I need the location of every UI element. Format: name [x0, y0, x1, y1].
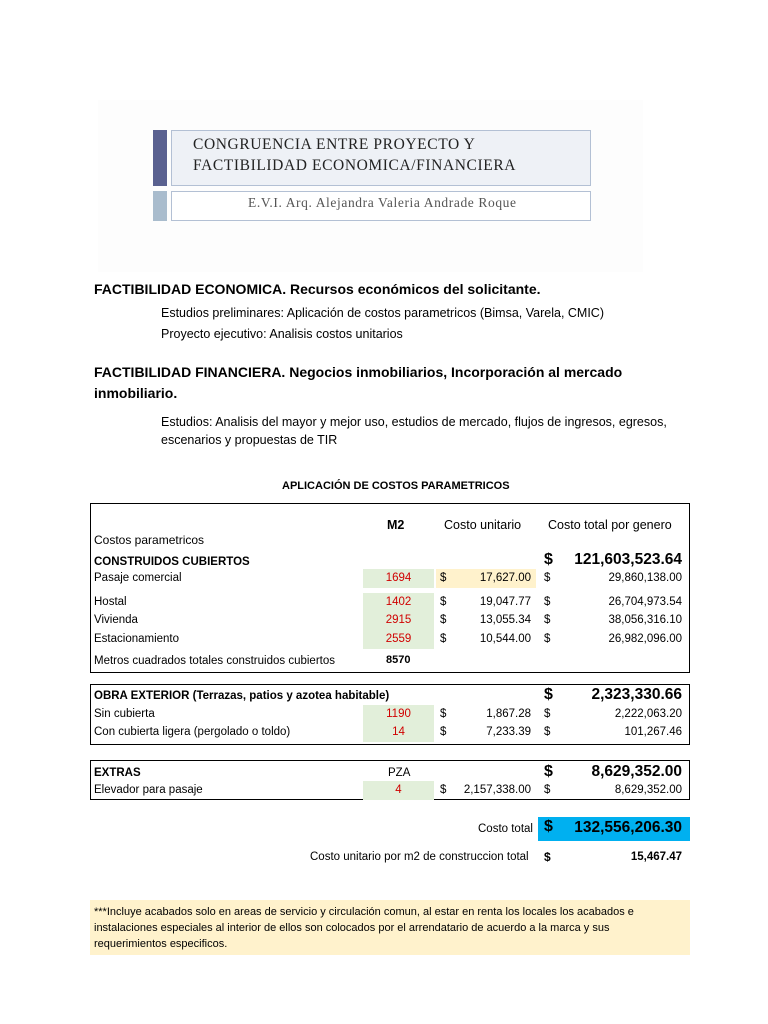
col-header-m2: M2: [387, 518, 405, 532]
m2-total-label: Metros cuadrados totales construidos cubiertos: [94, 655, 335, 667]
exterior-total: 2,323,330.66: [591, 686, 682, 703]
table-row-m2: 2559: [363, 630, 434, 649]
extras-unit-label: PZA: [388, 767, 411, 779]
table-row-unit: 10,544.00: [479, 633, 531, 645]
currency-sign: $: [544, 763, 553, 780]
table-row-m2: 1402: [363, 593, 434, 612]
table-row-m2: 2915: [363, 611, 434, 630]
economica-line2: Proyecto ejecutivo: Analisis costos unitarios: [161, 327, 403, 341]
costo-total-label: Costo total: [478, 823, 533, 835]
currency-sign: $: [440, 596, 447, 608]
note-line2: instalaciones especiales al interior de ellos son colocados por el arrendatario de acuerdo a la marca y sus: [94, 922, 610, 934]
table-row-unit: 13,055.34: [479, 614, 531, 626]
table-row-total: 29,860,138.00: [608, 572, 682, 584]
economica-line1: Estudios preliminares: Aplicación de costos parametricos (Bimsa, Varela, CMIC): [161, 306, 604, 320]
table-row-total: 8,629,352.00: [614, 784, 682, 796]
table-row-unit: 1,867.28: [486, 708, 531, 720]
col-header-label: Costos parametricos: [94, 533, 205, 547]
table-row-m2: 14: [363, 723, 434, 742]
table-row-total: 38,056,316.10: [608, 614, 682, 626]
costo-total-value: 132,556,206.30: [574, 819, 682, 836]
currency-sign: $: [544, 726, 551, 738]
table-row-name: Estacionamiento: [94, 633, 180, 645]
table-row-name: Hostal: [94, 596, 127, 608]
currency-sign: $: [544, 614, 551, 626]
extras-total: 8,629,352.00: [591, 763, 682, 780]
financiera-heading-line2: inmobiliario.: [94, 385, 178, 401]
banner-accent-bar-light: [153, 191, 167, 221]
note-line3: requerimientos especificos.: [94, 938, 228, 950]
currency-sign: $: [544, 633, 551, 645]
table-row-m2: 1190: [363, 705, 434, 724]
currency-sign: $: [440, 633, 447, 645]
table-row-unit: 7,233.39: [486, 726, 531, 738]
currency-sign: $: [544, 850, 551, 864]
currency-sign: $: [544, 596, 551, 608]
table-row-total: 26,704,973.54: [608, 596, 682, 608]
currency-sign: $: [440, 784, 447, 796]
table-row-total: 26,982,096.00: [608, 633, 682, 645]
currency-sign: $: [544, 818, 553, 835]
table-row-unit: 19,047.77: [479, 596, 531, 608]
currency-sign: $: [440, 708, 447, 720]
financiera-line1: Estudios: Analisis del mayor y mejor uso, estudios de mercado, flujos de ingresos, egresos,: [161, 415, 667, 429]
table-row-m2: 4: [363, 781, 434, 800]
currency-sign: $: [544, 572, 551, 584]
table-row-name: Elevador para pasaje: [94, 784, 203, 796]
banner-author: E.V.I. Arq. Alejandra Valeria Andrade Roque: [248, 195, 517, 210]
costo-m2-label: Costo unitario por m2 de construccion total: [310, 851, 529, 863]
table-row-unit: 2,157,338.00: [463, 784, 531, 796]
table-title: APLICACIÓN DE COSTOS PARAMETRICOS: [282, 480, 510, 492]
table-row-name: Con cubierta ligera (pergolado o toldo): [94, 726, 291, 738]
economica-heading: FACTIBILIDAD ECONOMICA. Recursos económicos del solicitante.: [94, 281, 541, 297]
table-row-m2: 1694: [363, 569, 434, 588]
table-row-total: 2,222,063.20: [614, 708, 682, 720]
currency-sign: $: [544, 686, 553, 703]
currency-sign: $: [544, 708, 551, 720]
financiera-heading-line1: FACTIBILIDAD FINANCIERA. Negocios inmobiliarios, Incorporación al mercado: [94, 364, 623, 380]
currency-sign: $: [544, 784, 551, 796]
banner-title-line2: FACTIBILIDAD ECONOMICA/FINANCIERA: [193, 157, 517, 174]
costo-m2-value: 15,467.47: [630, 851, 682, 863]
financiera-line2: escenarios y propuestas de TIR: [161, 433, 338, 447]
table-row-total: 101,267.46: [624, 726, 682, 738]
col-header-total: Costo total por genero: [548, 518, 672, 532]
currency-sign: $: [440, 572, 447, 584]
note-line1: ***Incluye acabados solo en areas de servicio y circulación comun, al estar en renta los locales los acabados e: [94, 906, 634, 918]
exterior-label: OBRA EXTERIOR (Terrazas, patios y azotea habitable): [94, 690, 390, 702]
table-row-name: Pasaje comercial: [94, 572, 182, 584]
banner-title-line1: CONGRUENCIA ENTRE PROYECTO Y: [193, 136, 476, 153]
currency-sign: $: [440, 614, 447, 626]
title-banner: [98, 100, 643, 272]
extras-label: EXTRAS: [94, 767, 141, 779]
table-row-name: Sin cubierta: [94, 708, 155, 720]
currency-sign: $: [544, 551, 553, 568]
currency-sign: $: [440, 726, 447, 738]
banner-accent-bar: [153, 130, 167, 186]
m2-total-value: 8570: [386, 654, 411, 666]
col-header-unit: Costo unitario: [444, 518, 522, 532]
table-row-name: Vivienda: [94, 614, 138, 626]
construidos-total: 121,603,523.64: [574, 551, 682, 568]
construidos-label: CONSTRUIDOS CUBIERTOS: [94, 556, 250, 568]
table-row-unit: 17,627.00: [479, 572, 531, 584]
